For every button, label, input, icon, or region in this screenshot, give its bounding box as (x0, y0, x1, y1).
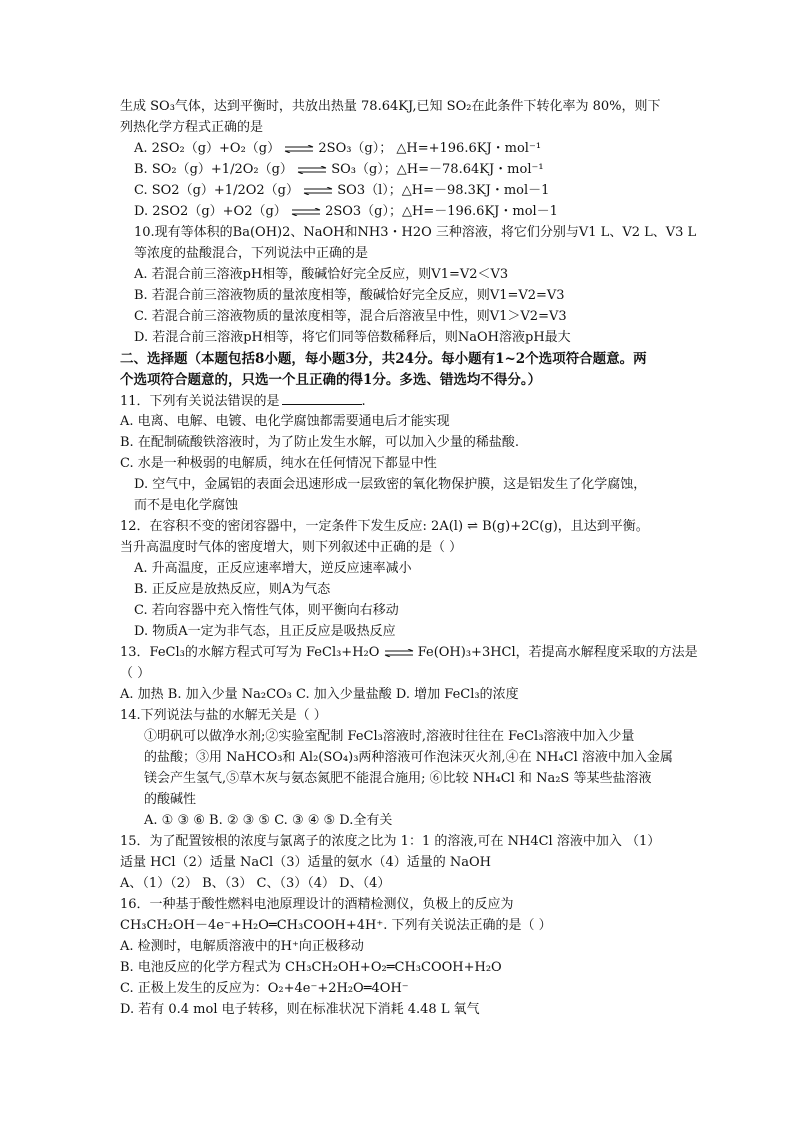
equilibrium-arrow-icon (384, 649, 414, 657)
q15-stem-2: 适量 HCl（2）适量 NaCl（3）适量的氨水（4）适量的 NaOH (120, 855, 492, 870)
q16-option-d: D. 若有 0.4 mol 电子转移，则在标准状况下消耗 4.48 L 氧气 (120, 1002, 480, 1017)
q12-option-a: A. 升高温度，正反应速率增大，逆反应速率减小 (134, 561, 412, 576)
q14-options: A. ① ③ ⑥ B. ② ③ ⑤ C. ③ ④ ⑤ D.全有关 (144, 813, 393, 828)
q10-stem-1: 10.现有等体积的Ba(OH)2、NaOH和NH3・H2O 三种溶液，将它们分别与V1 L、V2 L、V3 L (134, 225, 697, 240)
q15-options: A、（1）（2） B、（3） C、（3）（4） D、（4） (120, 876, 391, 891)
q11-stem (120, 392, 366, 411)
q9b-lhs: B. SO₂（g）+1/2O₂（g） (134, 162, 293, 177)
q11-option-b: B. 在配制硫酸铁溶液时，为了防止发生水解，可以加入少量的稀盐酸. (120, 435, 519, 450)
q11-option-d-2: 而不是电化学腐蚀 (134, 498, 239, 513)
q14-stem: 14.下列说法与盐的水解无关是（ ） (120, 708, 327, 723)
q11-option-a: A. 电离、电解、电镀、电化学腐蚀都需要通电后才能实现 (120, 414, 450, 429)
q13-lhs: 13．FeCl₃的水解方程式可写为 FeCl₃+H₂O (120, 645, 380, 660)
q16-option-a: A. 检测时，电解质溶液中的H⁺向正极移动 (120, 939, 364, 954)
q11-option-d-1: D. 空气中，金属铝的表面会迅速形成一层致密的氧化物保护膜，这是铝发生了化学腐蚀， (134, 477, 647, 492)
intro-line-1: 生成 SO₃气体，达到平衡时，共放出热量 78.64KJ,已知 SO₂在此条件下转化率为 80%，则下 (120, 99, 661, 114)
q10-option-a: A. 若混合前三溶液pH相等，酸碱恰好完全反应，则V1=V2＜V3 (134, 267, 509, 282)
q16-option-c: C. 正极上发生的反应为：O₂+4e⁻+2H₂O═4OH⁻ (120, 981, 409, 996)
q14-body-2: 的盐酸；③用 NaHCO₃和 Al₂(SO₄)₃两种溶液可作泡沫灭火剂,④在 NH₄Cl 溶液中加入金属 (144, 750, 673, 765)
q13-stem-1 (120, 644, 698, 662)
q9d-rhs: 2SO3（g）；△H=－196.6KJ・mol－1 (325, 204, 558, 219)
q10-stem-2: 等浓度的盐酸混合，下列说法中正确的是 (134, 246, 369, 261)
equilibrium-arrow-icon (297, 166, 327, 174)
q12-option-c: C. 若向容器中充入惰性气体，则平衡向右移动 (134, 603, 399, 618)
q9-option-b (134, 161, 544, 179)
q9c-rhs: SO3（l）；△H=－98.3KJ・mol－1 (337, 183, 550, 198)
q14-body-4: 的酸碱性 (144, 792, 197, 807)
q11-text: 11．下列有关说法错误的是 (120, 394, 280, 409)
q10-option-b: B. 若混合前三溶液物质的量浓度相等，酸碱恰好完全反应，则V1=V2=V3 (134, 288, 565, 303)
q16-stem-1: 16．一种基于酸性燃料电池原理设计的酒精检测仪，负极上的反应为 (120, 897, 514, 912)
q9d-lhs: D. 2SO2（g）+O2（g） (134, 204, 287, 219)
q9c-lhs: C. SO2（g）+1/2O2（g） (134, 183, 299, 198)
q11-period: . (361, 394, 366, 409)
q9a-lhs: A. 2SO₂（g）+O₂（g） (134, 141, 281, 156)
section-2-heading-2: 个选项符合题意的，只选一个且正确的得1分。多选、错选均不得分。） (120, 372, 542, 388)
section-2-heading-1: 二、选择题（本题包括8小题，每小题3分，共24分。每小题有1~2个选项符合题意。两 (120, 351, 647, 367)
equilibrium-arrow-icon (303, 187, 333, 195)
q12-stem-1: 12．在容积不变的密闭容器中，一定条件下发生反应: 2A(l) ⇌ B(g)+2C(g)，且达到平衡。 (120, 519, 649, 534)
q10-option-d: D. 若混合前三溶液pH相等，将它们同等倍数稀释后，则NaOH溶液pH最大 (134, 330, 571, 345)
q9-option-d (134, 203, 558, 221)
q13-options: A. 加热 B. 加入少量 Na₂CO₃ C. 加入少量盐酸 D. 增加 FeCl₃的浓度 (120, 687, 519, 702)
q12-stem-2: 当升高温度时气体的密度增大，则下列叙述中正确的是（ ） (120, 540, 463, 555)
answer-blank (282, 392, 362, 405)
intro-line-2: 列热化学方程式正确的是 (120, 120, 264, 135)
q14-body-3: 镁会产生氢气,⑤草木灰与氨态氮肥不能混合施用; ⑥比较 NH₄Cl 和 Na₂S 等某些盐溶液 (144, 771, 652, 786)
q9a-rhs: 2SO₃（g）； △H=+196.6KJ・mol⁻¹ (318, 141, 542, 156)
q16-stem-2: CH₃CH₂OH－4e⁻+H₂O═CH₃COOH+4H⁺. 下列有关说法正确的是（ ） (120, 918, 552, 933)
q16-option-b: B. 电池反应的化学方程式为 CH₃CH₂OH+O₂═CH₃COOH+H₂O (120, 960, 502, 975)
q11-option-c: C. 水是一种极弱的电解质，纯水在任何情况下都显中性 (120, 456, 437, 471)
q12-option-d: D. 物质A一定为非气态，且正反应是吸热反应 (134, 624, 396, 639)
equilibrium-arrow-icon (291, 208, 321, 216)
q15-stem-1: 15．为了配置铵根的浓度与氯离子的浓度之比为 1：1 的溶液,可在 NH4Cl 溶液中加入 （1） (120, 834, 661, 849)
equilibrium-arrow-icon (284, 145, 314, 153)
q9-option-a (134, 140, 541, 158)
q9b-rhs: SO₃（g）；△H=－78.64KJ・mol⁻¹ (331, 162, 544, 177)
q9-option-c (134, 182, 549, 200)
q13-stem-2: （ ） (120, 666, 151, 681)
q10-option-c: C. 若混合前三溶液物质的量浓度相等，混合后溶液呈中性，则V1＞V2=V3 (134, 309, 567, 324)
q13-rhs: Fe(OH)₃+3HCl，若提高水解程度采取的方法是 (417, 645, 698, 660)
q12-option-b: B. 正反应是放热反应，则A为气态 (134, 582, 331, 597)
q14-body-1: ①明矾可以做净水剂;②实验室配制 FeCl₃溶液时,溶液时往往在 FeCl₃溶液中加入少量 (144, 729, 635, 744)
